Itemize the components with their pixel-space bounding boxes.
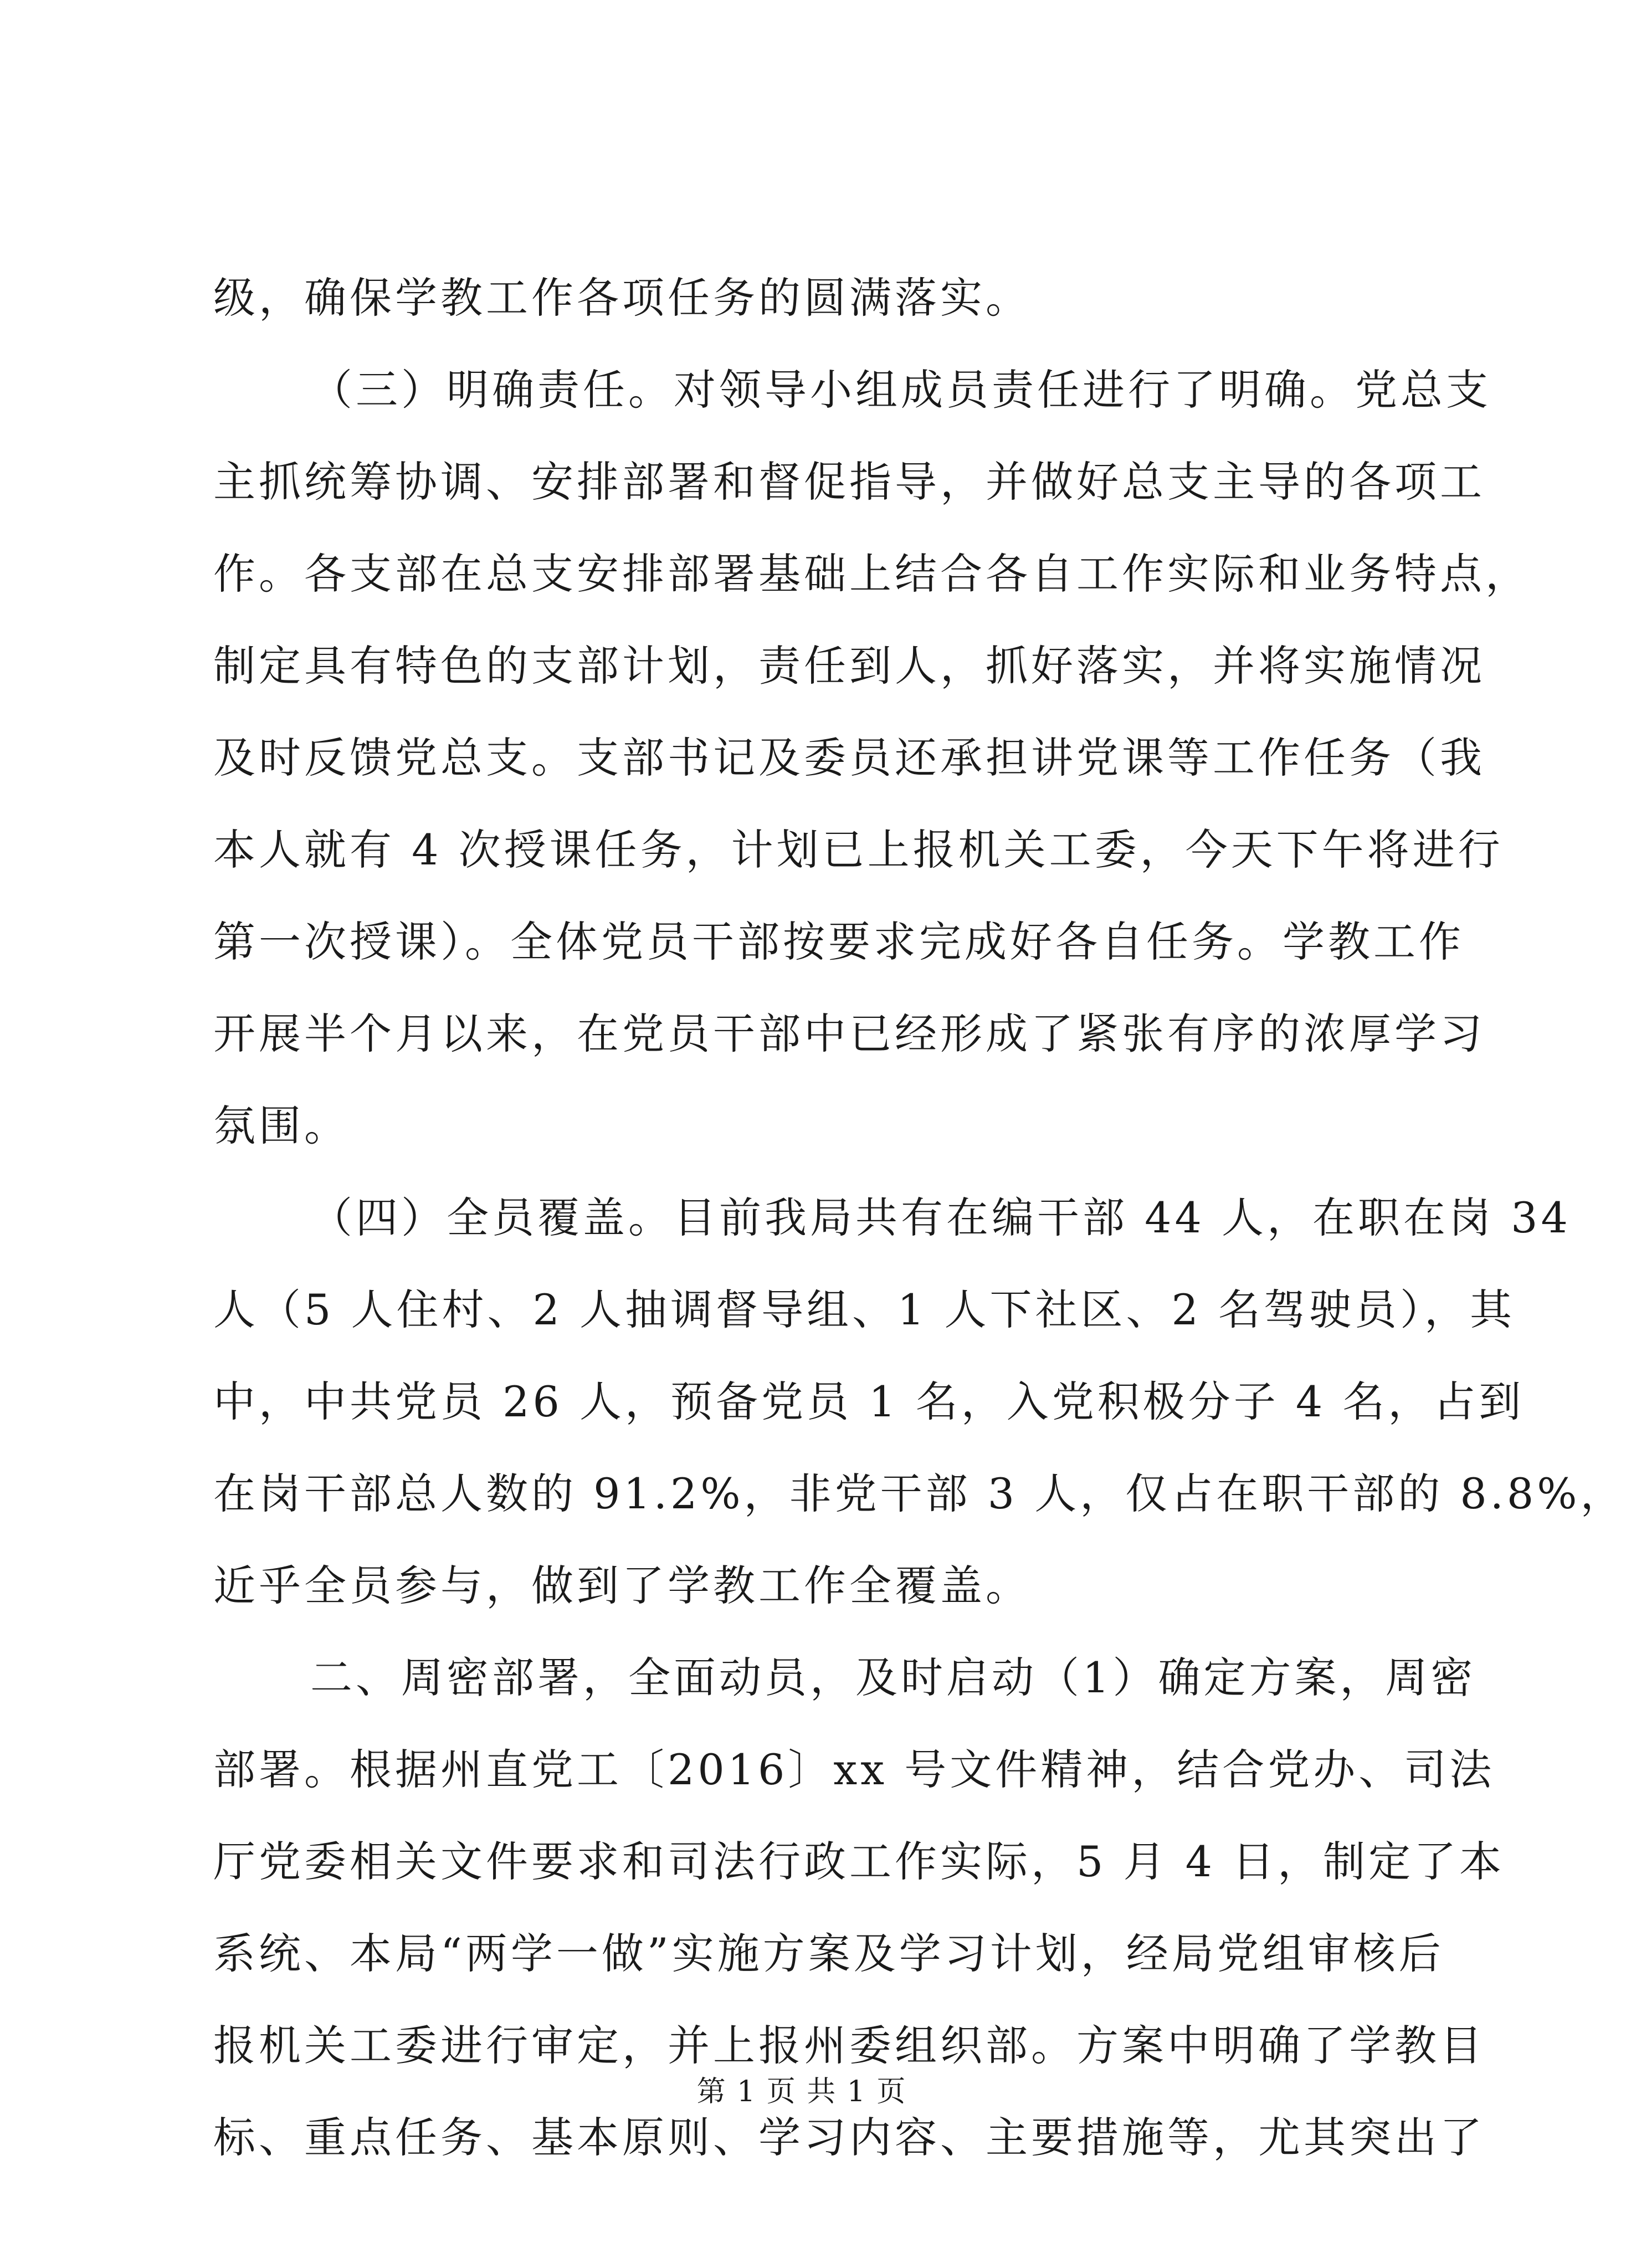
- text-line: 系统、本局“两学一做”实施方案及学习计划，经局党组审核后: [213, 1929, 1444, 1978]
- text-line: 二、周密部署，全面动员，及时启动（1）确定方案，周密: [310, 1653, 1476, 1702]
- text-line: 近乎全员参与，做到了学教工作全覆盖。: [213, 1561, 1031, 1610]
- text-line: 制定具有特色的支部计划，责任到人，抓好落实，并将实施情况: [213, 641, 1485, 690]
- text-line: 报机关工委进行审定，并上报州委组织部。方案中明确了学教目: [213, 2021, 1485, 2070]
- text-line: 本人就有 4 次授课任务，计划已上报机关工委，今天下午将进行: [213, 825, 1504, 874]
- text-line: （三）明确责任。对领导小组成员责任进行了明确。党总支: [310, 365, 1491, 414]
- text-line: 作。各支部在总支安排部署基础上结合各自工作实际和业务特点，: [213, 549, 1531, 598]
- document-body: [213, 252, 1626, 2184]
- text-line: 在岗干部总人数的 91.2%，非党干部 3 人，仅占在职干部的 8.8%，: [213, 1469, 1626, 1518]
- text-line: 厅党委相关文件要求和司法行政工作实际，5 月 4 日，制定了本: [213, 1837, 1505, 1886]
- text-line: 级，确保学教工作各项任务的圆满落实。: [213, 273, 1031, 322]
- text-line: 部署。根据州直党工〔2016〕xx 号文件精神，结合党办、司法: [213, 1745, 1495, 1794]
- text-line: 人（5 人住村、2 人抽调督导组、1 人下社区、2 名驾驶员），其: [213, 1285, 1516, 1334]
- text-line: （四）全员覆盖。目前我局共有在编干部 44 人，在职在岗 34: [310, 1193, 1571, 1242]
- text-line: 及时反馈党总支。支部书记及委员还承担讲党课等工作任务（我: [213, 733, 1485, 782]
- text-line: 氛围。: [213, 1101, 350, 1150]
- page-footer: 第 1 页 共 1 页: [696, 2075, 907, 2108]
- text-line: 中，中共党员 26 人，预备党员 1 名，入党积极分子 4 名，占到: [213, 1377, 1525, 1426]
- text-line: 开展半个月以来，在党员干部中已经形成了紧张有序的浓厚学习: [213, 1009, 1485, 1058]
- text-line: 第一次授课）。全体党员干部按要求完成好各自任务。学教工作: [213, 917, 1464, 966]
- text-line: 标、重点任务、基本原则、学习内容、主要措施等，尤其突出了: [213, 2113, 1485, 2162]
- text-line: 主抓统筹协调、安排部署和督促指导，并做好总支主导的各项工: [213, 457, 1485, 506]
